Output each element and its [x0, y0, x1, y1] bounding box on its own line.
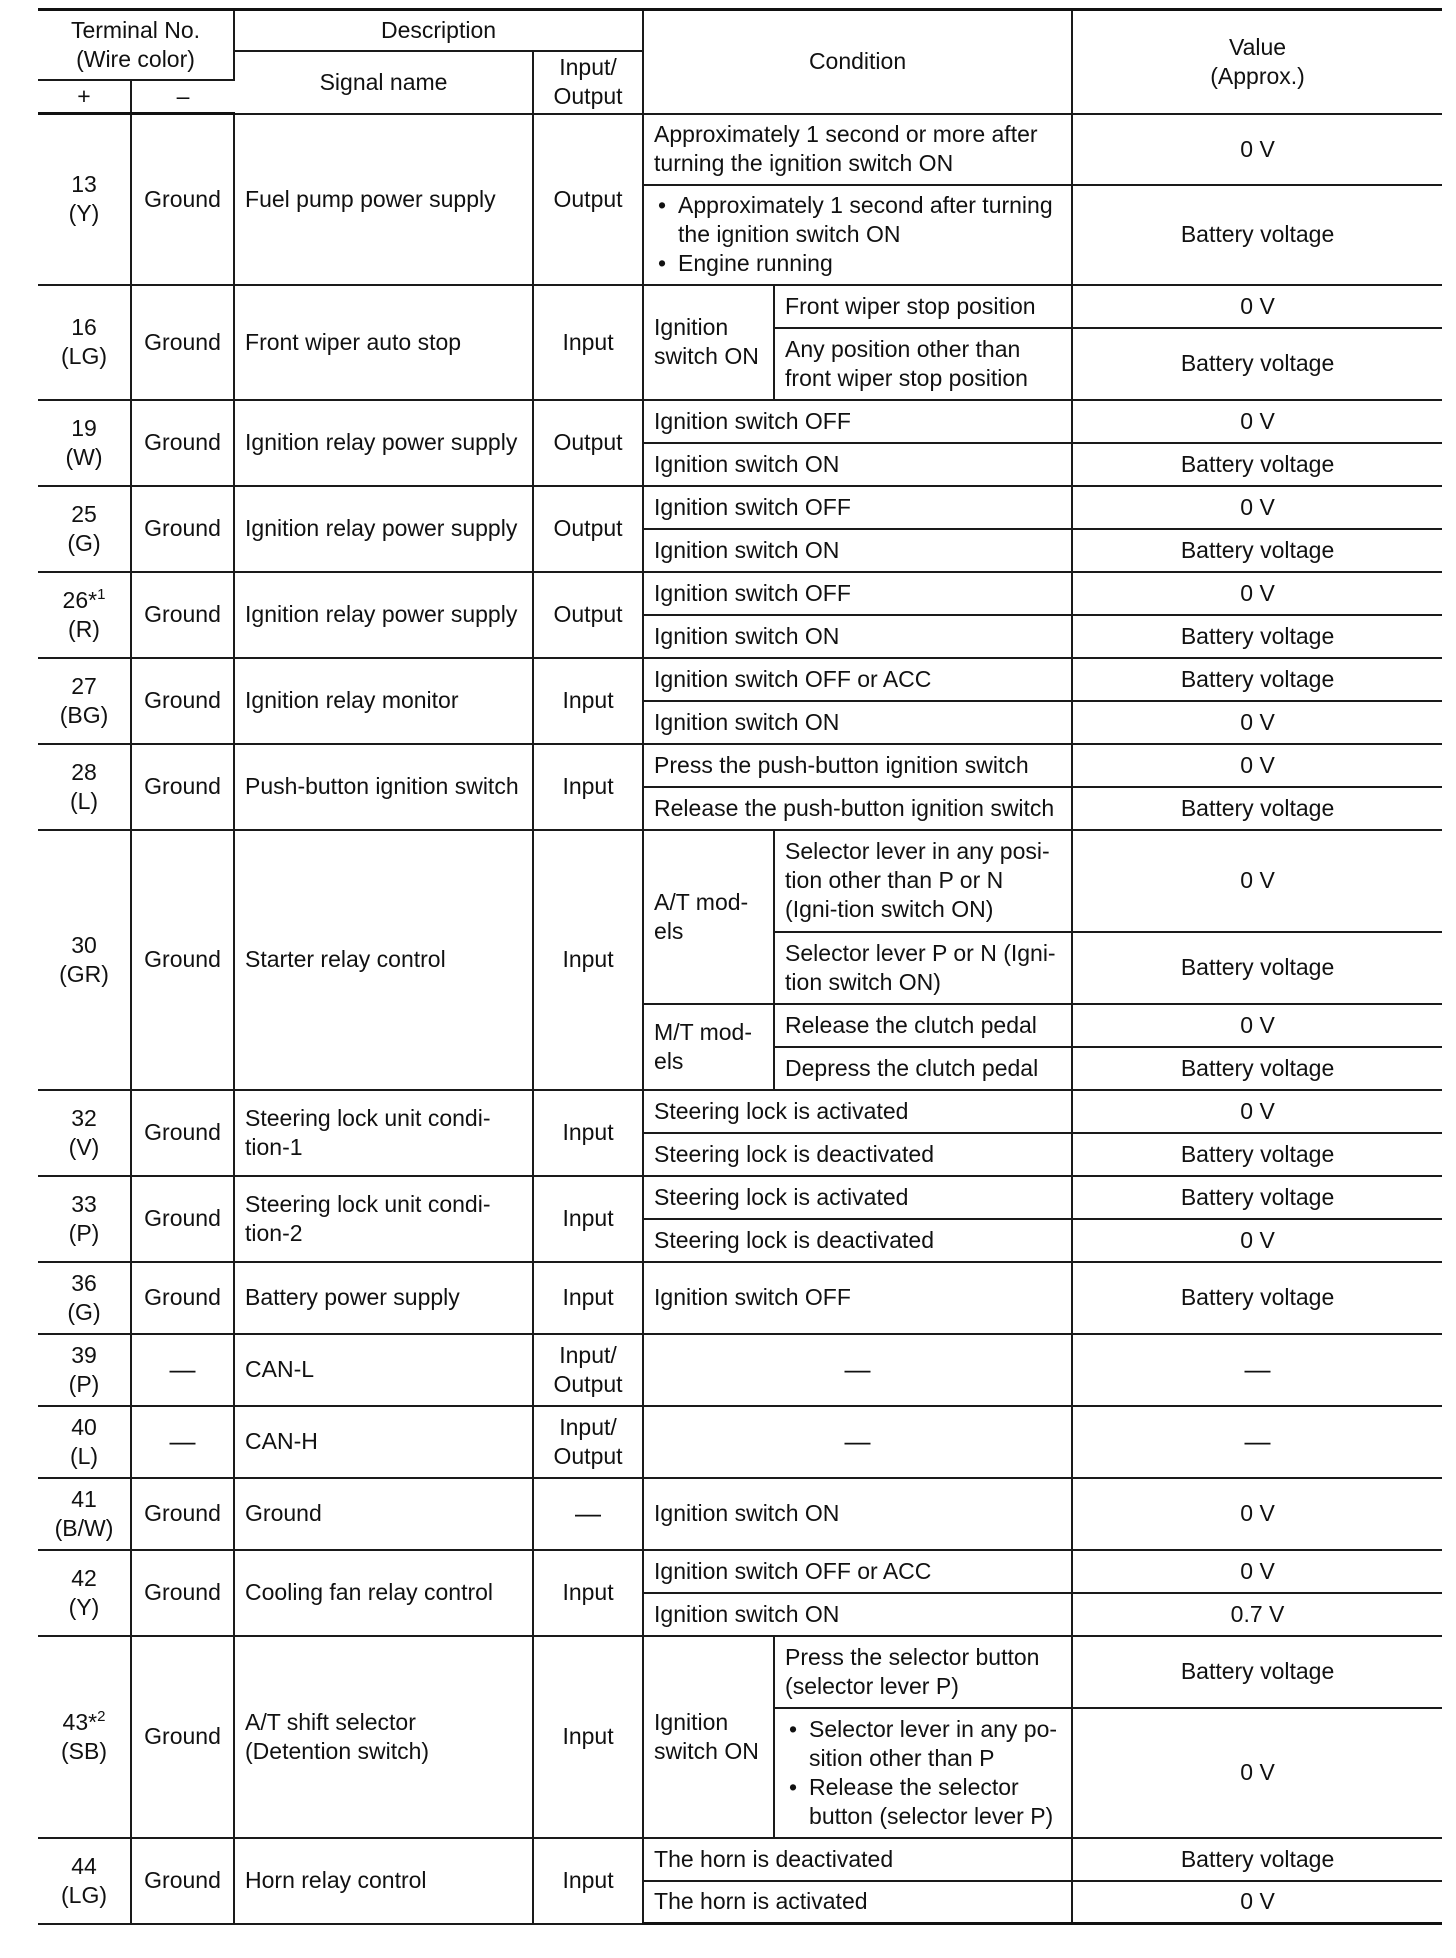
value-cell: 0 V: [1072, 285, 1442, 328]
condition-cell: Ignition switch ON: [643, 701, 1072, 744]
header-value: Value (Approx.): [1072, 10, 1442, 114]
value-cell: 0 V: [1072, 1478, 1442, 1550]
io-cell: Input: [533, 744, 643, 830]
minus-cell: Ground: [131, 1550, 234, 1636]
condition-cell: Front wiper stop position: [774, 285, 1072, 328]
minus-cell: Ground: [131, 1636, 234, 1838]
value-cell: Battery voltage: [1072, 1047, 1442, 1090]
bullet-item: • Release the selector button (selector lever P): [785, 1773, 1061, 1831]
condition-cell: The horn is deactivated: [643, 1838, 1072, 1881]
value-cell: Battery voltage: [1072, 1176, 1442, 1219]
condition-cell: Ignition switch ON: [643, 1478, 1072, 1550]
signal-cell: Ignition relay power supply: [234, 572, 533, 658]
value-cell: Battery voltage: [1072, 185, 1442, 285]
value-cell: Battery voltage: [1072, 615, 1442, 658]
minus-cell: Ground: [131, 1478, 234, 1550]
table-row: [38, 1262, 1442, 1334]
bullet-item: • Selector lever in any po-sition other than P: [785, 1715, 1061, 1773]
minus-cell: —: [131, 1334, 234, 1406]
header-plus: +: [38, 80, 131, 114]
bullet-item: • Approximately 1 second after turning the ignition switch ON: [654, 191, 1061, 249]
condition-cell: Ignition switch ON: [643, 529, 1072, 572]
value-cell: —: [1072, 1334, 1442, 1406]
minus-cell: Ground: [131, 114, 234, 285]
condition-cell: Steering lock is deactivated: [643, 1219, 1072, 1262]
condition-group-cell: A/T mod-els: [643, 830, 774, 1004]
condition-cell: Ignition switch OFF or ACC: [643, 658, 1072, 701]
io-cell: Input/ Output: [533, 1406, 643, 1478]
condition-cell: Selector lever P or N (Igni-tion switch ON): [774, 932, 1072, 1004]
io-cell: Output: [533, 486, 643, 572]
value-cell: 0 V: [1072, 701, 1442, 744]
terminal-cell: 30 (GR): [38, 830, 131, 1090]
condition-group-cell: Ignition switch ON: [643, 285, 774, 400]
table-row: [38, 658, 1442, 701]
io-cell: Input: [533, 658, 643, 744]
table-row: [38, 486, 1442, 529]
condition-cell: Ignition switch OFF or ACC: [643, 1550, 1072, 1593]
minus-cell: Ground: [131, 1262, 234, 1334]
value-cell: 0 V: [1072, 400, 1442, 443]
value-cell: Battery voltage: [1072, 1262, 1442, 1334]
condition-cell: Ignition switch OFF: [643, 486, 1072, 529]
signal-cell: Fuel pump power supply: [234, 114, 533, 285]
table-row: [38, 285, 1442, 328]
value-cell: 0 V: [1072, 486, 1442, 529]
terminal-cell: 16 (LG): [38, 285, 131, 400]
terminal-cell: 43*$^2$ (SB): [38, 1636, 131, 1838]
value-cell: 0 V: [1072, 1881, 1442, 1924]
condition-cell: Selector lever in any posi-tion other than P or N (Igni-tion switch ON): [774, 830, 1072, 932]
table-row: [38, 114, 1442, 185]
io-cell: Input: [533, 1838, 643, 1924]
minus-cell: —: [131, 1406, 234, 1478]
signal-cell: Cooling fan relay control: [234, 1550, 533, 1636]
header-description: Description: [234, 10, 643, 51]
terminal-cell: 40 (L): [38, 1406, 131, 1478]
signal-cell: Front wiper auto stop: [234, 285, 533, 400]
table-row: [38, 1550, 1442, 1593]
minus-cell: Ground: [131, 400, 234, 486]
terminal-cell: 41 (B/W): [38, 1478, 131, 1550]
header-condition: Condition: [643, 10, 1072, 114]
io-cell: Input: [533, 1262, 643, 1334]
table-row: [38, 1406, 1442, 1478]
io-cell: Input: [533, 1090, 643, 1176]
io-cell: Input: [533, 1176, 643, 1262]
condition-group-cell: Ignition switch ON: [643, 1636, 774, 1838]
minus-cell: Ground: [131, 744, 234, 830]
table-row: [38, 1176, 1442, 1219]
value-cell: Battery voltage: [1072, 443, 1442, 486]
condition-cell: Approximately 1 second or more after turning the ignition switch ON: [643, 114, 1072, 185]
minus-cell: Ground: [131, 1090, 234, 1176]
io-cell: Input: [533, 1636, 643, 1838]
signal-cell: Ignition relay monitor: [234, 658, 533, 744]
condition-cell: Ignition switch ON: [643, 615, 1072, 658]
io-cell: Output: [533, 572, 643, 658]
signal-cell: Battery power supply: [234, 1262, 533, 1334]
value-cell: 0.7 V: [1072, 1593, 1442, 1636]
table-row: [38, 1838, 1442, 1881]
signal-cell: Ground: [234, 1478, 533, 1550]
terminal-cell: 33 (P): [38, 1176, 131, 1262]
minus-cell: Ground: [131, 830, 234, 1090]
signal-cell: Horn relay control: [234, 1838, 533, 1924]
io-cell: Input: [533, 1550, 643, 1636]
value-cell: 0 V: [1072, 744, 1442, 787]
table-row: [38, 1090, 1442, 1133]
io-cell: Input: [533, 830, 643, 1090]
value-cell: 0 V: [1072, 1090, 1442, 1133]
terminal-cell: 27 (BG): [38, 658, 131, 744]
header-signal-name: Signal name: [234, 51, 533, 114]
signal-cell: Steering lock unit condi-tion-1: [234, 1090, 533, 1176]
condition-cell: —: [643, 1406, 1072, 1478]
minus-cell: Ground: [131, 1176, 234, 1262]
condition-cell: [643, 185, 1072, 285]
value-cell: 0 V: [1072, 572, 1442, 615]
minus-cell: Ground: [131, 285, 234, 400]
condition-cell: Depress the clutch pedal: [774, 1047, 1072, 1090]
terminal-cell: 13 (Y): [38, 114, 131, 285]
condition-cell: Ignition switch ON: [643, 1593, 1072, 1636]
table-row: [38, 830, 1442, 932]
condition-group-cell: M/T mod-els: [643, 1004, 774, 1090]
table-row: [38, 1478, 1442, 1550]
condition-cell: [774, 1708, 1072, 1838]
value-cell: 0 V: [1072, 1219, 1442, 1262]
signal-cell: CAN-L: [234, 1334, 533, 1406]
minus-cell: Ground: [131, 486, 234, 572]
condition-cell: Ignition switch OFF: [643, 1262, 1072, 1334]
condition-cell: Release the push-button ignition switch: [643, 787, 1072, 830]
signal-cell: Starter relay control: [234, 830, 533, 1090]
value-cell: Battery voltage: [1072, 529, 1442, 572]
terminal-table: [38, 8, 1442, 1925]
signal-cell: Ignition relay power supply: [234, 486, 533, 572]
value-cell: —: [1072, 1406, 1442, 1478]
condition-cell: Ignition switch OFF: [643, 572, 1072, 615]
signal-cell: Ignition relay power supply: [234, 400, 533, 486]
terminal-cell: 25 (G): [38, 486, 131, 572]
table-row: [38, 572, 1442, 615]
signal-cell: A/T shift selector (Detention switch): [234, 1636, 533, 1838]
terminal-cell: 32 (V): [38, 1090, 131, 1176]
condition-cell: Any position other than front wiper stop position: [774, 328, 1072, 400]
minus-cell: Ground: [131, 658, 234, 744]
io-cell: Input: [533, 285, 643, 400]
value-cell: 0 V: [1072, 1004, 1442, 1047]
minus-cell: Ground: [131, 1838, 234, 1924]
terminal-cell: 26*$^1$ (R): [38, 572, 131, 658]
minus-cell: Ground: [131, 572, 234, 658]
terminal-cell: 19 (W): [38, 400, 131, 486]
signal-cell: CAN-H: [234, 1406, 533, 1478]
value-cell: 0 V: [1072, 1708, 1442, 1838]
signal-cell: Push-button ignition switch: [234, 744, 533, 830]
condition-cell: Steering lock is activated: [643, 1176, 1072, 1219]
value-cell: Battery voltage: [1072, 1636, 1442, 1708]
condition-cell: Ignition switch ON: [643, 443, 1072, 486]
value-cell: Battery voltage: [1072, 1838, 1442, 1881]
bullet-item: • Engine running: [654, 249, 1061, 278]
table-row: [38, 400, 1442, 443]
terminal-cell: 42 (Y): [38, 1550, 131, 1636]
value-cell: Battery voltage: [1072, 932, 1442, 1004]
table-row: [38, 744, 1442, 787]
value-cell: 0 V: [1072, 1550, 1442, 1593]
value-cell: Battery voltage: [1072, 1133, 1442, 1176]
io-cell: —: [533, 1478, 643, 1550]
value-cell: 0 V: [1072, 830, 1442, 932]
terminal-cell: 28 (L): [38, 744, 131, 830]
value-cell: 0 V: [1072, 114, 1442, 185]
value-cell: Battery voltage: [1072, 328, 1442, 400]
terminal-cell: 44 (LG): [38, 1838, 131, 1924]
terminal-cell: 39 (P): [38, 1334, 131, 1406]
value-cell: Battery voltage: [1072, 658, 1442, 701]
condition-cell: The horn is activated: [643, 1881, 1072, 1924]
value-cell: Battery voltage: [1072, 787, 1442, 830]
table-row: [38, 1334, 1442, 1406]
condition-cell: Steering lock is deactivated: [643, 1133, 1072, 1176]
io-cell: Output: [533, 114, 643, 285]
condition-cell: Release the clutch pedal: [774, 1004, 1072, 1047]
header-terminal: Terminal No. (Wire color): [38, 10, 234, 80]
condition-cell: Ignition switch OFF: [643, 400, 1072, 443]
io-cell: Input/ Output: [533, 1334, 643, 1406]
signal-cell: Steering lock unit condi-tion-2: [234, 1176, 533, 1262]
header-input-output: Input/ Output: [533, 51, 643, 114]
table-row: [38, 1636, 1442, 1708]
condition-cell: Press the push-button ignition switch: [643, 744, 1072, 787]
condition-cell: —: [643, 1334, 1072, 1406]
condition-cell: Steering lock is activated: [643, 1090, 1072, 1133]
io-cell: Output: [533, 400, 643, 486]
condition-cell: Press the selector button (selector lever P): [774, 1636, 1072, 1708]
header-minus: –: [131, 80, 234, 114]
terminal-cell: 36 (G): [38, 1262, 131, 1334]
